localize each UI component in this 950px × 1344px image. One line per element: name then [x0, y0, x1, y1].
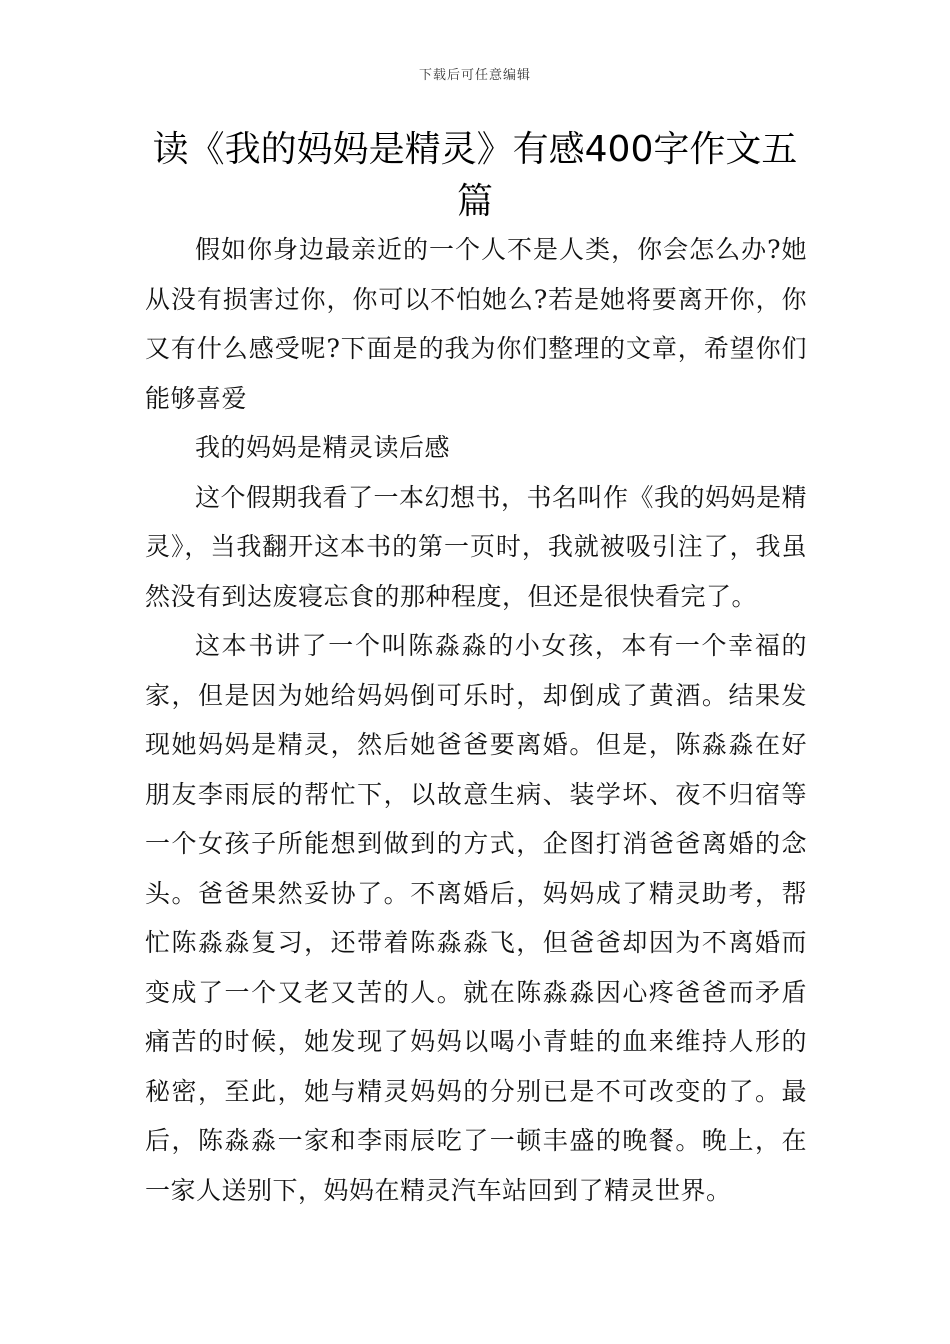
- body-paragraph: 这个假期我看了一本幻想书，书名叫作《我的妈妈是精灵》，当我翻开这本书的第一页时，我就被吸引注了，我虽然没有到达废寝忘食的那种程度，但还是很快看完了。: [145, 482, 808, 611]
- body-paragraph: 这本书讲了一个叫陈淼淼的小女孩，本有一个幸福的家，但是因为她给妈妈倒可乐时，却倒成了黄酒。结果发现她妈妈是精灵，然后她爸爸要离婚。但是，陈淼淼在好朋友李雨辰的帮忙下，以故意生病、装学坏、夜不归宿等一个女孩子所能想到做到的方式，企图打消爸爸离婚的念头。爸爸果然妥协了。不离婚后，妈妈成了精灵助考，帮忙陈淼淼复习，还带着陈淼淼飞，但爸爸却因为不离婚而变成了一个又老又苦的人。就在陈淼淼因心疼爸爸而矛盾痛苦的时候，她发现了妈妈以喝小青蛙的血来维持人形的秘密，至此，她与精灵妈妈的分别已是不可改变的了。最后，陈淼淼一家和李雨辰吃了一顿丰盛的晚餐。晚上，在一家人送别下，妈妈在精灵汽车站回到了精灵世界。: [145, 631, 807, 1205]
- header-note: 下载后可任意编辑: [418, 68, 531, 83]
- intro-paragraph: 假如你身边最亲近的一个人不是人类，你会怎么办?她从没有损害过你，你可以不怕她么?若是她将要离开你，你又有什么感受呢?下面是的我为你们整理的文章，希望你们能够喜爱: [145, 235, 807, 413]
- section-heading: 我的妈妈是精灵读后感: [195, 433, 451, 462]
- document-body: [145, 225, 807, 1215]
- page-title: 读《我的妈妈是精灵》有感400字作文五篇: [152, 129, 798, 222]
